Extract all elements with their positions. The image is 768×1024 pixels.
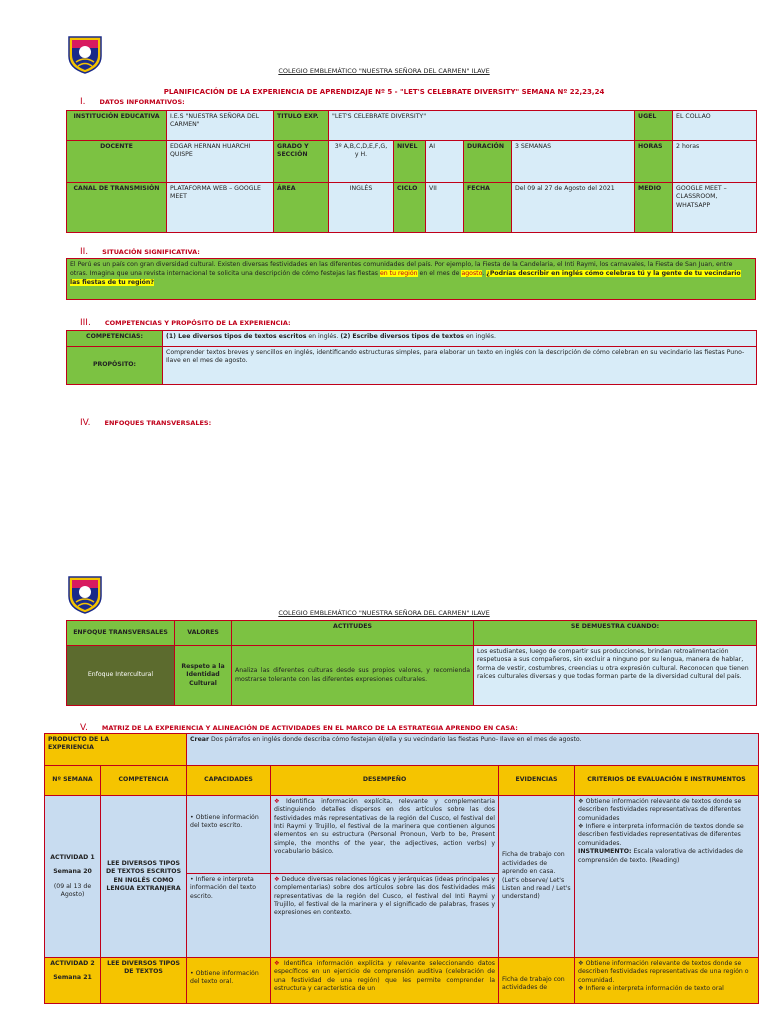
ciclo-value: VII <box>426 183 464 233</box>
actividad-2-week: Semana 21 <box>53 974 92 982</box>
actividad-1-evidencias: Ficha de trabajo con actividades de aprendo en casa. (Let's observe/ Let's Listen and read / Let's understand) <box>499 796 575 958</box>
actividad-1-title: ACTIVIDAD 1 <box>50 853 95 861</box>
school-name: COLEGIO EMBLEMÁTICO "NUESTRA SEÑORA DEL CARMEN" ILAVE <box>278 67 490 75</box>
section-4-heading <box>80 418 211 428</box>
evidencias-header: EVIDENCIAS <box>499 766 575 796</box>
actividad-2-capacidad: • Obtiene información del texto oral. <box>187 958 271 1004</box>
section-number: IV. <box>80 418 91 428</box>
instrumento: INSTRUMENTO: Escala valorativa de actividades de comprensión de texto. (Reading) <box>578 848 743 864</box>
competencias-value <box>163 331 757 347</box>
medio-value: GOOGLE MEET – CLASSROOM, WHATSAPP <box>673 183 757 233</box>
competencia-1: (1) Lee diversos tipos de textos escritos <box>166 333 307 340</box>
demuestra-header: SE DEMUESTRA CUANDO: <box>474 621 757 646</box>
actividad-1-dates: (09 al 13 de Agosto) <box>53 882 92 898</box>
competencias-label: COMPETENCIAS: <box>67 331 163 347</box>
actividad-2-desempeno: ❖ Identifica información explícita y relevante seleccionando datos específicos en un ejercicio de comprensión auditiva (celebración de una festividad de una región) que les permite comprender la estructura y característica de un <box>271 958 499 1004</box>
actividad-1-capacidad-2: • Infiere e interpreta información del texto escrito. <box>187 874 271 958</box>
horas-label: HORAS <box>635 141 673 183</box>
capacidades-header: CAPACIDADES <box>187 766 271 796</box>
competencia-1-suffix: en inglés. <box>306 333 341 340</box>
section-5-heading <box>80 723 518 733</box>
canal-value: PLATAFORMA WEB – GOOGLE MEET <box>167 183 274 233</box>
competencia-2-suffix: en inglés. <box>463 333 496 340</box>
ugel-value: EL COLLAO <box>673 111 757 141</box>
producto-label: PRODUCTO DE LA EXPERIENCIA <box>45 734 187 766</box>
competencia-header: COMPETENCIA <box>101 766 187 796</box>
desempeno-2-text: Deduce diversas relaciones lógicas y jerárquicas (ideas principales y complementarias) sobre dos artículos sobre las dos festividades más representativas de la región del Cusco, el festival del Inti Raymi y Trujillo, el festival de la marinera y el significado de palabras, frases y expresiones en contexto. <box>274 876 496 917</box>
situacion-text-3: . <box>482 269 487 277</box>
section-number: III. <box>80 318 91 328</box>
section-number: V. <box>80 723 88 733</box>
actividad-2-title: ACTIVIDAD 2 <box>50 960 95 967</box>
section-number: I. <box>80 97 86 107</box>
competencia-2: (2) Escribe diversos tipos de textos <box>340 333 464 340</box>
situacion-text-2: en el mes de <box>417 269 462 277</box>
situacion-text-1: El Perú es un país con gran diversidad cultural. Existen diversas festividades en las diferentes comunidades del país. Por ejemplo, la Fiesta de la Candelaria, el Inti Raymi, los carnavales, la Fiesta de San Juan, entre otras. Imagina que una revista internacional te solicita una descripción de cómo festejas las fiestas <box>70 261 733 277</box>
actividad-2-desempeno-text: Identifica información explícita y relevante seleccionando datos específicos en un ejercicio de comprensión auditiva (celebración de una festividad de una región) que les permite comprender la estructura y característica de un <box>274 960 496 993</box>
situacion-question: ¿Podrías describir en inglés cómo celebras tú y la gente de tu vecindario las fiestas de tu región? <box>70 269 741 286</box>
actitudes-header: ACTITUDES <box>232 621 474 646</box>
actividad-1-desempeno-1: ❖ Identifica información explícita, relevante y complementaria distinguiendo detalles dispersos en dos artículos sobre las dos festividades más representativas de la región del Cusco, el festival del Inti Raymi y Trujillo, el festival de la marinera que contienen algunos elementos en su estructura (Personal Pronoun, Verb to be, Present simple, the months of the year, the adjectives, action verbs) y vocabulario básico. <box>271 796 499 874</box>
enfoque-intercultural: Enfoque Intercultural <box>67 646 175 706</box>
section-3-heading <box>80 318 291 328</box>
semana-header: Nº SEMANA <box>45 766 101 796</box>
producto-text: Dos párrafos en inglés donde describa cómo festejan él/ella y su vecindario las fiestas Puno- Ilave en el mes de agosto. <box>209 736 582 743</box>
nivel-value: AI <box>426 141 464 183</box>
section-1-heading <box>80 97 185 107</box>
inst-value: I.E.S "NUESTRA SEÑORA DEL CARMEN" <box>167 111 274 141</box>
matriz-table <box>44 733 759 1004</box>
actividad-2-cell <box>45 958 101 1004</box>
titulo-value: "LET'S CELEBRATE DIVERSITY" <box>329 111 635 141</box>
inst-label: INSTITUCIÓN EDUCATIVA <box>67 111 167 141</box>
ciclo-label: CICLO <box>394 183 426 233</box>
fecha-label: FECHA <box>464 183 512 233</box>
area-label: ÁREA <box>274 183 329 233</box>
section-title: ENFOQUES TRANSVERSALES: <box>104 419 212 427</box>
duracion-label: DURACIÓN <box>464 141 512 183</box>
valor-respeto: Respeto a la Identidad Cultural <box>175 646 232 706</box>
datos-informativos-table <box>66 110 757 233</box>
actividad-2-evidencias: Ficha de trabajo con actividades de <box>499 958 575 1004</box>
actividad-2-competencia: LEE DIVERSOS TIPOS DE TEXTOS <box>101 958 187 1004</box>
section-title: MATRIZ DE LA EXPERIENCIA Y ALINEACIÓN DE ACTIVIDADES EN EL MARCO DE LA ESTRATEGIA APRENDO EN CASA: <box>101 724 518 732</box>
fecha-value: Del 09 al 27 de Agosto del 2021 <box>512 183 635 233</box>
enfoque-header: ENFOQUE TRANSVERSALES <box>67 621 175 646</box>
ugel-label: UGEL <box>635 111 673 141</box>
section-title: COMPETENCIAS Y PROPÓSITO DE LA EXPERIENCIA: <box>104 319 291 327</box>
valores-header: VALORES <box>175 621 232 646</box>
section-title: DATOS INFORMATIVOS: <box>99 98 185 106</box>
actividad-1-desempeno-2: ❖ Deduce diversas relaciones lógicas y jerárquicas (ideas principales y complementarias) sobre dos artículos sobre las dos festividades más representativas de la región del Cusco, el festival del Inti Raymi y Trujillo, el festival de la marinera y el significado de palabras, frases y expresiones en contexto. <box>271 874 499 958</box>
situacion-highlight-region: en tu región <box>379 269 418 277</box>
actividad-1-capacidad-1: • Obtiene información del texto escrito. <box>187 796 271 874</box>
actividad-1-criterios <box>575 796 759 958</box>
actividad-1-cell <box>45 796 101 958</box>
actitud-text: Analiza las diferentes culturas desde sus propios valores, y recomienda mostrarse tolerante con las diferentes expresiones culturales. <box>232 646 474 706</box>
grado-value: 3º A,B,C,D,E,F,G, y H. <box>329 141 394 183</box>
medio-label: MEDIO <box>635 183 673 233</box>
docente-label: DOCENTE <box>67 141 167 183</box>
section-2-heading <box>80 247 200 257</box>
criterio-a2-1: ❖ Obtiene información relevante de textos donde se describen festividades representativas de una región o comunidad. <box>578 960 749 984</box>
actividad-1-week: Semana 20 <box>53 868 92 876</box>
producto-value <box>187 734 759 766</box>
situacion-highlight-month: agosto <box>461 269 483 277</box>
producto-verb: Crear <box>190 736 210 743</box>
criterio-2: ❖ Infiere e interpreta información de textos donde se describen festividades representativas de diferentes comunidades. <box>578 823 744 847</box>
duracion-value: 3 SEMANAS <box>512 141 635 183</box>
school-name-2: COLEGIO EMBLEMÁTICO "NUESTRA SEÑORA DEL CARMEN" ILAVE <box>278 609 490 617</box>
school-crest-logo-2 <box>66 574 104 614</box>
actividad-2-criterios <box>575 958 759 1004</box>
desempeno-header: DESEMPEÑO <box>271 766 499 796</box>
enfoques-table <box>66 620 757 706</box>
grado-label: GRADO Y SECCIÓN <box>274 141 329 183</box>
docente-value: EDGAR HERNAN HUARCHI QUISPE <box>167 141 274 183</box>
criterio-1: ❖ Obtiene información relevante de textos donde se describen festividades representativas de diferentes comunidades <box>578 798 742 822</box>
section-title: SITUACIÓN SIGNIFICATIVA: <box>102 248 200 256</box>
criterio-a2-2: ❖ Infiere e interpreta información de texto oral <box>578 985 724 993</box>
criterios-header: CRITERIOS DE EVALUACIÓN E INSTRUMENTOS <box>575 766 759 796</box>
plan-title: PLANIFICACIÓN DE LA EXPERIENCIA DE APRENDIZAJE Nº 5 - "LET'S CELEBRATE DIVERSITY" SEMANA Nº 22,23,24 <box>163 88 605 96</box>
section-number: II. <box>80 247 89 257</box>
horas-value: 2 horas <box>673 141 757 183</box>
desempeno-1-text: Identifica información explícita, relevante y complementaria distinguiendo detalles dispersos en dos artículos sobre las dos festividades más representativas de la región del Cusco, el festival del Inti Raymi y Trujillo, el festival de la marinera que contienen algunos elementos en su estructura (Personal Pronoun, Verb to be, Present simple, the months of the year, the adjectives, action verbs) y vocabulario básico. <box>274 798 496 856</box>
proposito-label: PROPÓSITO: <box>67 347 163 385</box>
canal-label: CANAL DE TRANSMISIÓN <box>67 183 167 233</box>
actividad-1-competencia: LEE DIVERSOS TIPOS DE TEXTOS ESCRITOS EN INGLÉS COMO LENGUA EXTRANJERA <box>101 796 187 958</box>
titulo-label: TITULO EXP. <box>274 111 329 141</box>
situacion-significativa-box <box>66 258 756 300</box>
demuestra-text: Los estudiantes, luego de compartir sus producciones, brindan retroalimentación respetuosa a sus compañeros, sin excluir a ninguno por su lengua, manera de hablar, forma de vestir, costumbres, creencias u otra expresión cultural. Reconocen que tienen raíces culturales diversas y que todas forman parte de la diversidad cultural del país. <box>474 646 757 706</box>
competencias-table <box>66 330 757 385</box>
proposito-value: Comprender textos breves y sencillos en inglés, identificando estructuras simples, para elaborar un texto en inglés con la descripción de cómo celebran en su vecindario las fiestas Puno- Ilave en el mes de agosto. <box>163 347 757 385</box>
nivel-label: NIVEL <box>394 141 426 183</box>
area-value: INGLÉS <box>329 183 394 233</box>
